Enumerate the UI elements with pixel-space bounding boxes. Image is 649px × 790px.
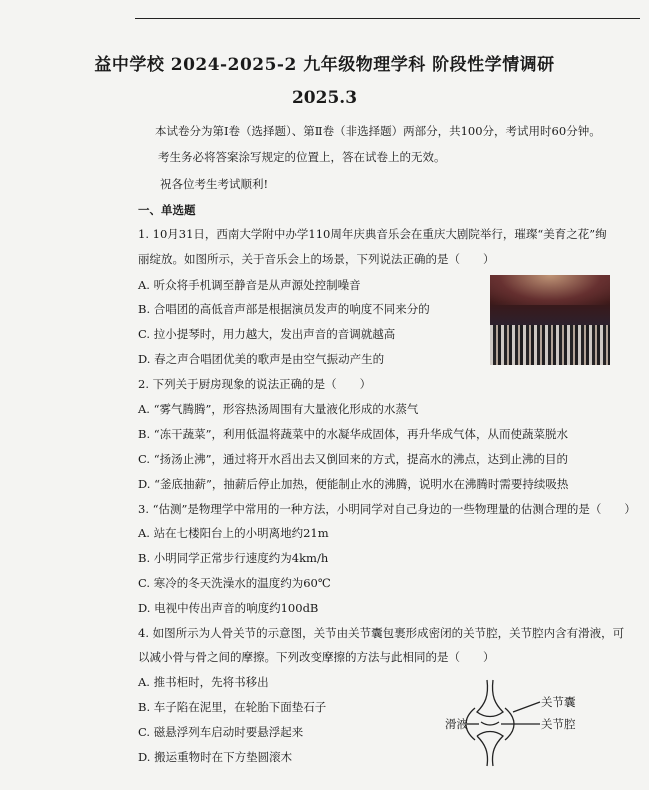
q3-stem: 3. “估测”是物理学中常用的一种方法，小明同学对自己身边的一些物理量的估测合理的是（ ） <box>138 502 636 516</box>
label-joint-capsule: 关节囊 <box>541 695 576 709</box>
q4-option-b: B. 车子陷在泥里，在轮胎下面垫石子 <box>138 700 327 714</box>
q2-option-b: B. “冻干蔬菜”，利用低温将蔬菜中的水凝华成固体，再升华成气体，从而使蔬菜脱水 <box>138 427 569 441</box>
q1-option-b: B. 合唱团的高低音声部是根据演员发声的响度不同来分的 <box>138 302 430 316</box>
instruction-line-1: 本试卷分为第Ⅰ卷（选择题）、第Ⅱ卷（非选择题）两部分，共100分，考试用时60分钟。 <box>155 124 601 138</box>
section-title: 一、单选题 <box>138 203 196 217</box>
exam-date: 2025.3 <box>291 88 358 108</box>
instruction-line-3: 祝各位考生考试顺利! <box>160 177 269 191</box>
instruction-line-2: 考生务必将答案涂写规定的位置上，答在试卷上的无效。 <box>158 150 446 164</box>
q3-option-c: C. 寒冷的冬天洗澡水的温度约为60℃ <box>138 576 331 590</box>
capsule-leader <box>513 702 540 712</box>
label-synovial-fluid: 滑液 <box>445 717 468 731</box>
q1-stem-line-2: 丽绽放。如图所示，关于音乐会上的场景，下列说法正确的是（ ） <box>138 252 495 266</box>
q4-option-a: A. 推书柜时，先将书移出 <box>138 675 269 689</box>
choir-silhouettes <box>490 325 610 365</box>
q1-option-c: C. 拉小提琴时，用力越大，发出声音的音调就越高 <box>138 327 396 341</box>
joint-diagram <box>445 678 635 768</box>
q2-stem: 2. 下列关于厨房现象的说法正确的是（ ） <box>138 377 372 391</box>
q1-option-d: D. 春之声合唱团优美的歌声是由空气振动产生的 <box>138 352 385 366</box>
exam-title: 益中学校 2024-2025-2 九年级物理学科 阶段性学情调研 <box>94 55 555 75</box>
q1-stem-line-1: 1. 10月31日，西南大学附中办学110周年庆典音乐会在重庆大剧院举行，璀璨“美育之花”绚 <box>138 227 607 241</box>
q4-option-c: C. 磁悬浮列车启动时要悬浮起来 <box>138 725 304 739</box>
cavity-line <box>481 722 499 725</box>
label-joint-cavity: 关节腔 <box>541 717 576 731</box>
q1-option-a: A. 听众将手机调至静音是从声源处控制噪音 <box>138 278 361 292</box>
lower-bone <box>477 732 503 767</box>
q2-option-d: D. “釜底抽薪”，抽薪后停止加热，便能制止水的沸腾，说明水在沸腾时需要持续吸热 <box>138 477 569 491</box>
q3-option-a: A. 站在七楼阳台上的小明离地约21m <box>138 526 329 540</box>
upper-bone <box>477 680 503 717</box>
q2-option-a: A. “雾气腾腾”，形容热汤周围有大量液化形成的水蒸气 <box>138 402 419 416</box>
q4-option-d: D. 搬运重物时在下方垫圆滚木 <box>138 750 293 764</box>
q4-stem-line-2: 以减小骨与骨之间的摩擦。下列改变摩擦的方法与此相同的是（ ） <box>138 650 495 664</box>
q3-option-b: B. 小明同学正常步行速度约为4km/h <box>138 551 329 565</box>
q4-stem-line-1: 4. 如图所示为人骨关节的示意图，关节由关节囊包裹形成密闭的关节腔，关节腔内含有滑液，可 <box>138 626 625 640</box>
stage-light <box>490 275 610 305</box>
header-rule <box>135 18 640 19</box>
q3-option-d: D. 电视中传出声音的响度约100dB <box>138 601 319 615</box>
concert-photo <box>490 275 610 365</box>
q2-option-c: C. “扬汤止沸”，通过将开水舀出去又倒回来的方式，提高水的沸点，达到止沸的目的 <box>138 452 568 466</box>
